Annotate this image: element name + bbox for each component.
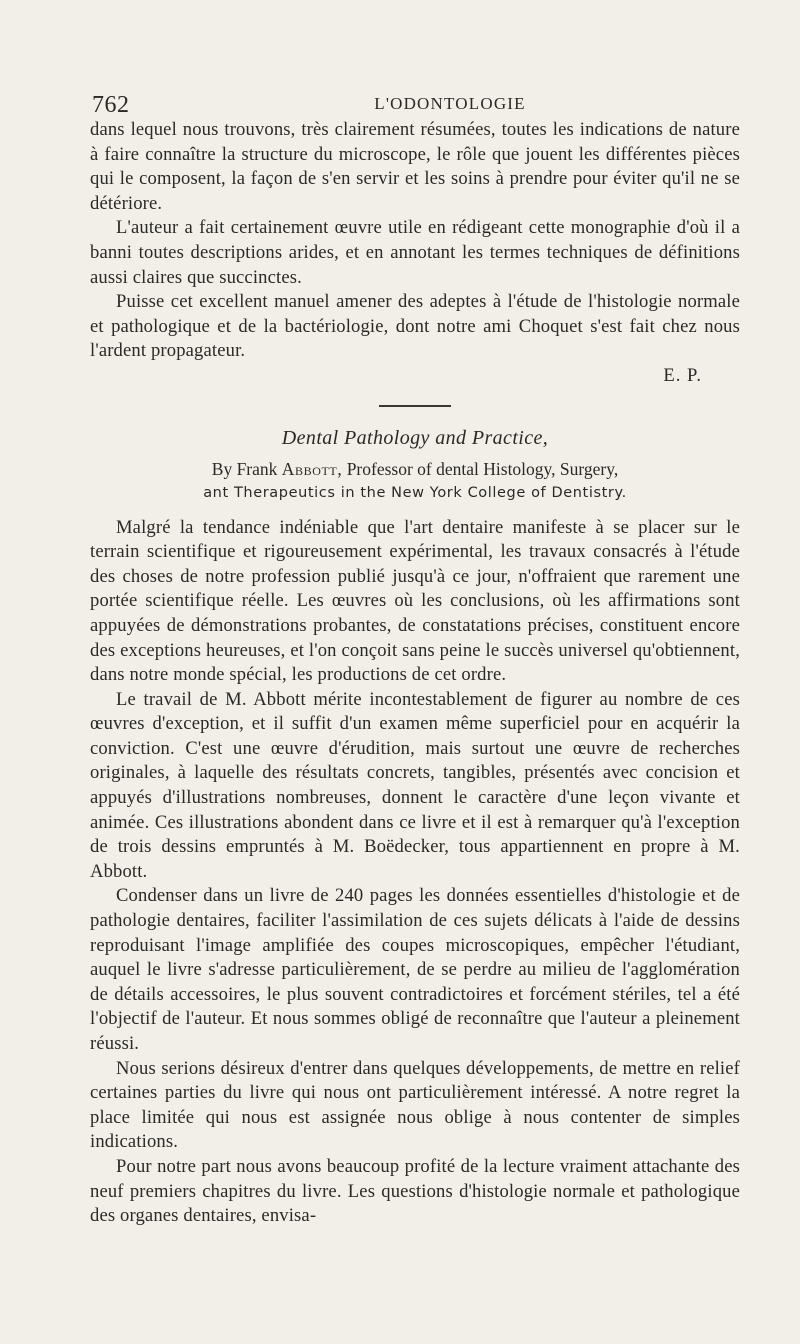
byline (90, 458, 740, 480)
paragraph: Le travail de M. Abbott mérite incontestablement de figurer au nombre de ces œuvres d'exception, et il suffit d'un examen même superficiel pour en acquérir la conviction. C'est une œuvre d'érudition, mais surtout une œuvre de recherches originales, à laquelle des résultats concrets, tangibles, présentés avec concision et appuyés d'illustrations nombreuses, donnent le caractère d'une leçon vivante et animée. Ces illustrations abondent dans ce livre et il est à remarquer qu'à l'exception de trois dessins empruntés à M. Boëdecker, tous appartiennent en propre à M. Abbott. (90, 688, 740, 882)
byline-prefix: By Frank (211, 458, 278, 479)
paragraph: dans lequel nous trouvons, très clairement résumées, toutes les indications de nature à faire connaître la structure du microscope, le rôle que jouent les différentes pièces qui le composent, la façon de s'en servir et les soins à prendre pour éviter qu'il ne se détériore. (90, 119, 740, 214)
running-head (90, 84, 740, 118)
affiliation: ant Therapeutics in the New York College of Dentistry. (203, 484, 627, 501)
byline-rest: Professor of dental Histology, Surgery, (346, 458, 619, 479)
journal-title: L'ODONTOLOGIE (374, 94, 526, 113)
paragraph: Malgré la tendance indéniable que l'art dentaire manifeste à se placer sur le terrain scientifique et rigoureusement expérimental, les travaux consacrés à l'étude des choses de notre profession publié jusqu'à ce jour, n'offraient que rarement une portée scientifique réelle. Les œuvres où les conclusions, où les affirmations sont appuyées de démonstrations probantes, de constatations précises, constituent encore des exceptions heureuses, et l'on conçoit sans peine le succès universel qu'obtiennent, dans notre monde spécial, les productions de cet ordre. (90, 516, 740, 686)
section-divider (379, 405, 451, 407)
author-name: Abbott, (281, 458, 343, 479)
paragraph: Condenser dans un livre de 240 pages les données essentielles d'histologie et de pathologie dentaires, faciliter l'assimilation de ces sujets délicats à l'aide de dessins reproduisant l'image amplifiée des coupes microscopiques, empêcher l'étudiant, auquel le livre s'adresse particulièrement, de se perdre au milieu de l'agglomération de détails accessoires, le plus souvent contradictoires et forcément stériles, tel a été l'objectif de l'auteur. Et nous sommes obligé de reconnaître que l'auteur a pleinement réussi. (90, 885, 740, 1054)
review-title: Dental Pathology and Practice, (281, 426, 549, 449)
paragraph: Puisse cet excellent manuel amener des adeptes à l'étude de l'histologie normale et pathologique et de la bactériologie, dont notre ami Choquet s'est fait chez nous l'ardent propagateur. (90, 291, 740, 362)
paragraph: Nous serions désireux d'entrer dans quelques développements, de mettre en relief certaines parties du livre qui nous ont particulièrement intéressé. A notre regret la place limitée qui nous est assignée nous oblige à nous contenter de simples indications. (90, 1057, 740, 1153)
page-number: 762 (92, 92, 130, 118)
second-review-body (90, 516, 740, 1229)
paragraph: Pour notre part nous avons beaucoup profité de la lecture vraiment attachante des neuf premiers chapitres du livre. Les questions d'histologie normale et pathologique des organes dentaires, envisa- (90, 1155, 740, 1227)
review-signature: E. P. (663, 364, 702, 386)
paragraph: L'auteur a fait certainement œuvre utile en rédigeant cette monographie d'où il a banni toutes descriptions arides, et en annotant les termes techniques de définitions aussi claires que succinctes. (90, 217, 740, 288)
first-review-body (90, 118, 740, 364)
